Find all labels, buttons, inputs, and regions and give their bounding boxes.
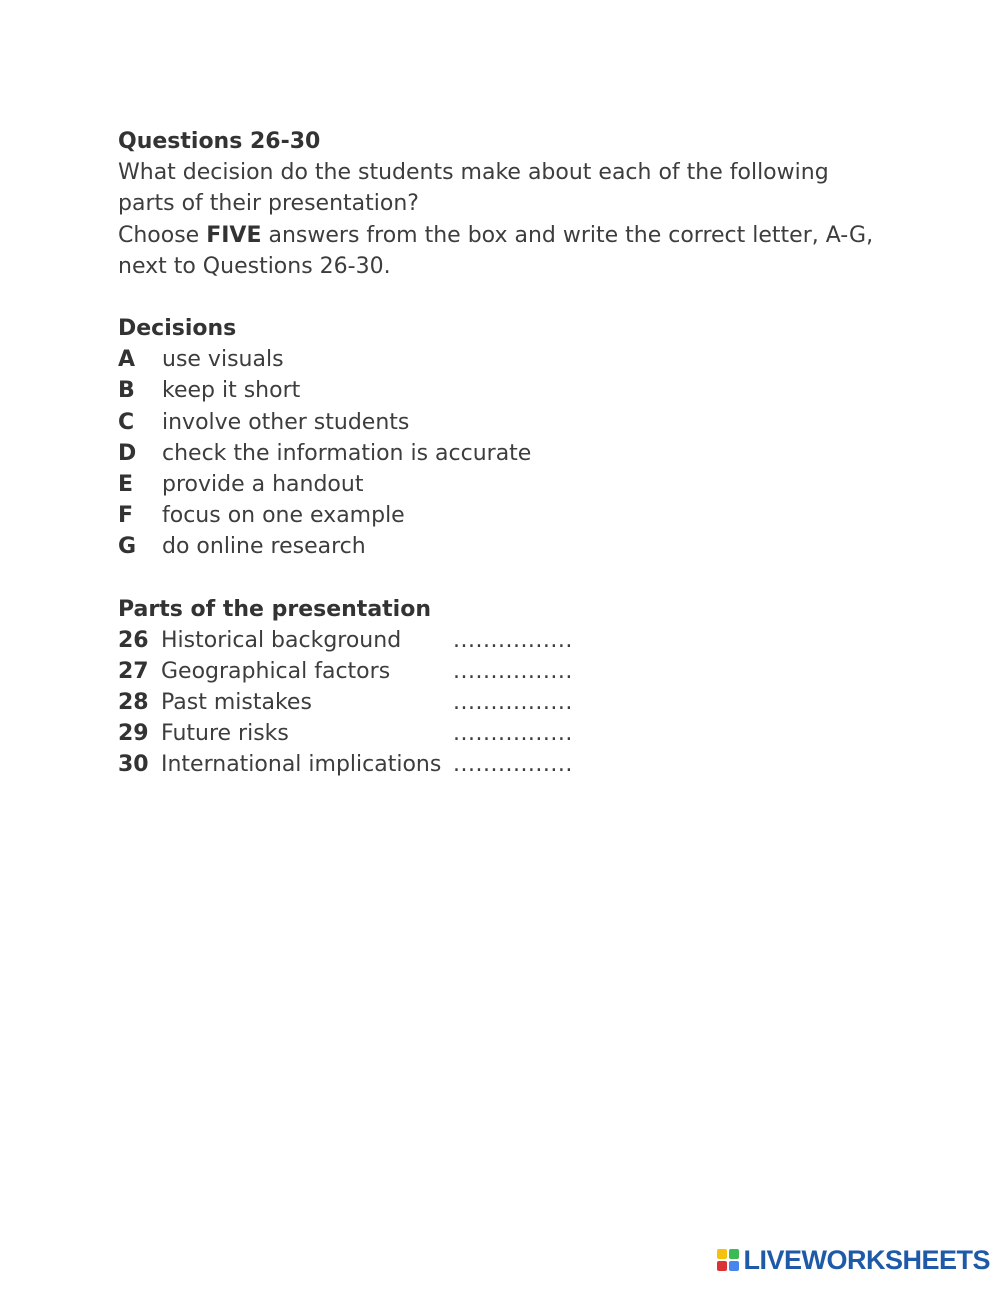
worksheet: [118, 126, 878, 781]
decision-text: focus on one example: [162, 503, 405, 529]
decisions-list: [118, 344, 878, 562]
answer-blank[interactable]: ................: [453, 690, 573, 716]
decision-letter: E: [118, 471, 134, 497]
decision-text: keep it short: [162, 378, 301, 404]
logo-text: LIVEWORKSHEETS: [743, 1244, 990, 1275]
decision-item: [118, 344, 878, 375]
instructions-line-1: What decision do the students make about each of the following parts of their presentation?: [118, 160, 829, 217]
spacer: [118, 282, 878, 313]
part-item: [118, 656, 878, 687]
instructions-line-2: [118, 220, 878, 282]
decision-letter: A: [118, 347, 136, 373]
decision-item: [118, 438, 878, 469]
logo-square-yellow: [717, 1249, 727, 1259]
answer-blank[interactable]: ................: [453, 752, 573, 778]
part-text: International implications: [161, 752, 442, 778]
decision-item: [118, 407, 878, 438]
logo-square-red: [717, 1261, 727, 1271]
decision-item: [118, 469, 878, 500]
question-number: 26: [118, 627, 149, 653]
liveworksheets-logo-icon: [717, 1249, 739, 1271]
answer-blank[interactable]: ................: [453, 627, 573, 653]
part-item: [118, 625, 878, 656]
answer-blank[interactable]: ................: [453, 721, 573, 747]
decisions-heading: Decisions: [118, 316, 237, 342]
part-text: Historical background: [161, 627, 402, 653]
part-text: Past mistakes: [161, 690, 312, 716]
decision-letter: C: [118, 409, 135, 435]
instructions-emphasis: FIVE: [206, 222, 262, 248]
part-item: [118, 749, 878, 780]
spacer: [118, 563, 878, 594]
part-item: [118, 718, 878, 749]
decision-item: [118, 375, 878, 406]
decision-letter: D: [118, 440, 137, 466]
page-title: Questions 26-30: [118, 129, 321, 154]
liveworksheets-logo[interactable]: [717, 1245, 990, 1275]
decision-item: [118, 531, 878, 562]
question-number: 27: [118, 658, 149, 684]
part-text: Geographical factors: [161, 658, 391, 684]
decision-letter: B: [118, 378, 135, 404]
logo-square-green: [729, 1249, 739, 1259]
question-number: 30: [118, 752, 149, 778]
question-number: 28: [118, 690, 149, 716]
decision-text: provide a handout: [162, 471, 364, 497]
decision-text: use visuals: [162, 347, 284, 373]
decision-text: do online research: [162, 534, 366, 560]
question-number: 29: [118, 721, 149, 747]
decision-text: involve other students: [162, 409, 410, 435]
decision-letter: F: [118, 503, 134, 529]
answer-blank[interactable]: ................: [453, 658, 573, 684]
parts-list: [118, 625, 878, 781]
instructions-prefix: Choose: [118, 222, 207, 248]
decision-letter: G: [118, 534, 137, 560]
decision-item: [118, 500, 878, 531]
part-text: Future risks: [161, 721, 289, 747]
part-item: [118, 687, 878, 718]
decision-text: check the information is accurate: [162, 440, 532, 466]
parts-heading: Parts of the presentation: [118, 596, 431, 622]
logo-square-blue: [729, 1261, 739, 1271]
instructions-suffix: answers from the box and write the correct letter, A-G, next to Questions 26-30.: [118, 222, 874, 279]
